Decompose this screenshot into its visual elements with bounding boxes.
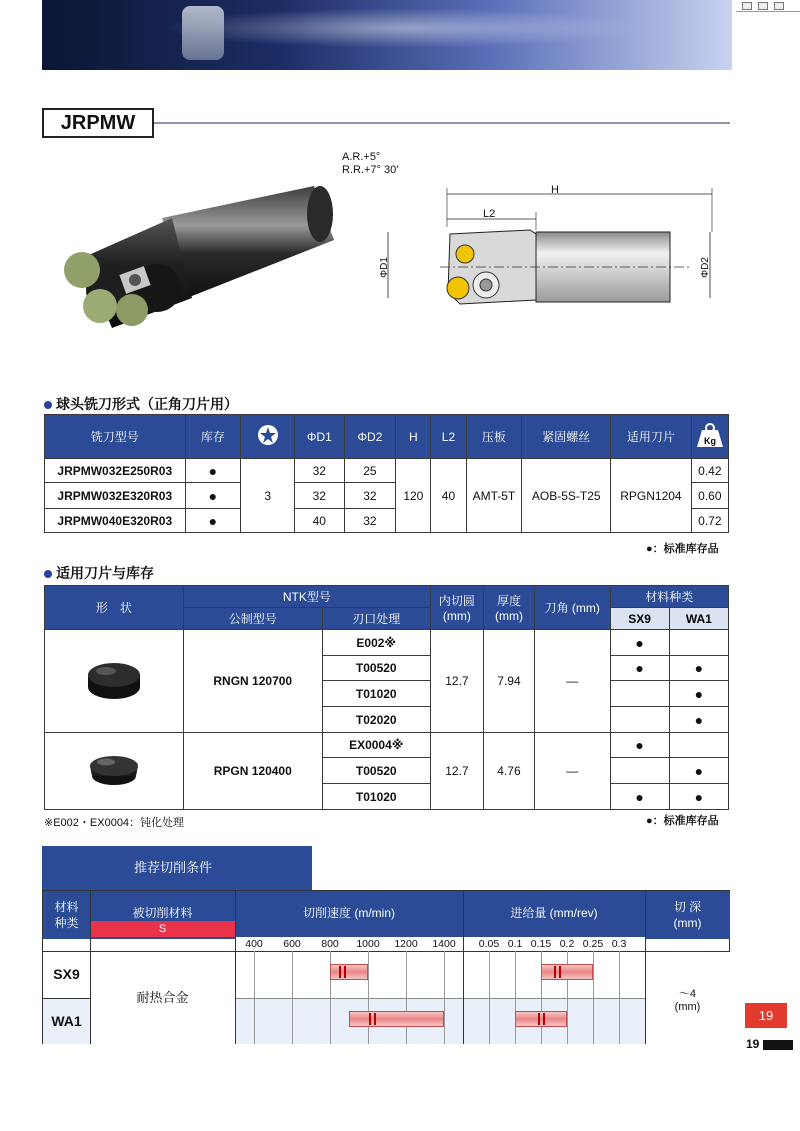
g1-wa1-2: ● bbox=[669, 656, 728, 681]
teeth-icon bbox=[257, 424, 279, 446]
l2-value: 40 bbox=[431, 459, 466, 533]
round-insert-image bbox=[84, 657, 144, 703]
col-clamp: 压板 bbox=[466, 415, 522, 459]
g2-thick: 4.76 bbox=[483, 733, 534, 810]
speed-tick-label: 1200 bbox=[394, 938, 418, 950]
feed-gridline bbox=[593, 951, 594, 1044]
row2-d2: 32 bbox=[344, 483, 396, 509]
speed-rec-mark bbox=[344, 966, 346, 978]
screw-value: AOB-5S-T25 bbox=[522, 459, 611, 533]
row2-model: JRPMW032E320R03 bbox=[45, 483, 186, 509]
bullet-dot bbox=[44, 401, 52, 409]
header-banner bbox=[42, 0, 732, 70]
dim-d2-label: ΦD2 bbox=[699, 257, 711, 278]
g1-edge-1: E002※ bbox=[322, 630, 430, 656]
cc-col-work-label: 被切削材料 bbox=[132, 906, 193, 920]
dimension-drawing bbox=[380, 182, 720, 312]
feed-rec-mark bbox=[543, 1013, 545, 1025]
col-thickness: 厚度 (mm) bbox=[483, 586, 534, 630]
col-shape: 形 状 bbox=[45, 586, 184, 630]
banner-tool-image bbox=[182, 6, 224, 60]
col-insert: 适用刀片 bbox=[611, 415, 692, 459]
speed-bar-sx9 bbox=[330, 964, 368, 980]
insert-footnote: ※E002・EX0004：钝化处理 bbox=[44, 817, 185, 829]
col-weight bbox=[691, 415, 728, 459]
g1-thick: 7.94 bbox=[483, 630, 534, 733]
clamp-value: AMT-5T bbox=[466, 459, 522, 533]
feed-gridline bbox=[515, 951, 516, 1044]
g1-wa1-4: ● bbox=[669, 707, 728, 733]
cc-divider bbox=[645, 891, 646, 1044]
corner-square bbox=[742, 2, 752, 10]
insert-value: RPGN1204 bbox=[611, 459, 692, 533]
g2-sx9-1: ● bbox=[610, 733, 669, 758]
cc-col-feed: 进给量 (mm/rev) bbox=[463, 891, 645, 939]
banner-swoosh bbox=[162, 8, 642, 48]
corner-square bbox=[758, 2, 768, 10]
g1-edge-2: T00520 bbox=[322, 656, 430, 681]
col-teeth bbox=[241, 415, 295, 459]
section2-note: ●：标准库存品 bbox=[646, 815, 719, 827]
feed-tick-label: 0.25 bbox=[582, 938, 604, 950]
cc-work-code: S bbox=[90, 921, 235, 937]
page-number-block bbox=[763, 1040, 793, 1050]
col-h: H bbox=[396, 415, 431, 459]
g1-wa1-3: ● bbox=[669, 681, 728, 707]
cc-divider bbox=[43, 951, 730, 952]
g2-wa1-2: ● bbox=[669, 758, 728, 784]
g1-edge-4: T02020 bbox=[322, 707, 430, 733]
g1-edge-3: T01020 bbox=[322, 681, 430, 707]
section1-title: 球头铣刀形式（正角刀片用） bbox=[56, 396, 238, 412]
dim-h-label: H bbox=[551, 184, 559, 196]
g1-circle: 12.7 bbox=[430, 630, 483, 733]
cutter-table bbox=[44, 414, 729, 533]
g2-edge-2: T00520 bbox=[322, 758, 430, 784]
speed-gridline bbox=[292, 951, 293, 1044]
cc-divider bbox=[235, 998, 645, 999]
speed-gridline bbox=[254, 951, 255, 1044]
title-rule bbox=[154, 122, 730, 124]
corner-square bbox=[774, 2, 784, 10]
section1-note: ●：标准库存品 bbox=[646, 543, 719, 555]
bullet-dot bbox=[44, 570, 52, 578]
g1-sx9-2: ● bbox=[610, 656, 669, 681]
row3-d1: 40 bbox=[295, 509, 345, 533]
row2-d1: 32 bbox=[295, 483, 345, 509]
feed-gridline bbox=[489, 951, 490, 1044]
rpgn-model: RPGN 120400 bbox=[183, 733, 322, 810]
g1-sx9-1: ● bbox=[610, 630, 669, 656]
row3-kg: 0.72 bbox=[691, 509, 728, 533]
speed-bar-wa1 bbox=[349, 1011, 444, 1027]
g2-edge-3: T01020 bbox=[322, 784, 430, 810]
cc-col-depth: 切 深 (mm) bbox=[645, 891, 730, 939]
h-value: 120 bbox=[396, 459, 431, 533]
col-l2: L2 bbox=[431, 415, 466, 459]
feed-tick-label: 0.05 bbox=[478, 938, 500, 950]
col-material: 材料种类 bbox=[610, 586, 729, 608]
row3-model: JRPMW040E320R03 bbox=[45, 509, 186, 533]
dim-d1-label: ΦD1 bbox=[378, 257, 390, 278]
radial-rake: R.R.+7° 30' bbox=[342, 164, 399, 176]
feed-tick-label: 0.1 bbox=[507, 938, 523, 950]
cc-divider bbox=[90, 891, 91, 1044]
speed-tick-label: 400 bbox=[245, 938, 263, 950]
feed-bar-wa1 bbox=[515, 1011, 567, 1027]
section2-heading bbox=[44, 563, 154, 583]
section2-title: 适用刀片与库存 bbox=[56, 565, 154, 581]
weight-icon-label: Kg bbox=[703, 436, 716, 446]
row1-d1: 32 bbox=[295, 459, 345, 483]
row2-stock: ● bbox=[185, 483, 241, 509]
feed-tick-label: 0.3 bbox=[611, 938, 627, 950]
cc-divider bbox=[43, 998, 90, 999]
speed-rec-mark bbox=[374, 1013, 376, 1025]
speed-rec-mark bbox=[339, 966, 341, 978]
col-std: 公制型号 bbox=[183, 608, 322, 630]
model-title: JRPMW bbox=[42, 108, 154, 138]
rake-angles bbox=[342, 151, 398, 177]
row1-stock: ● bbox=[185, 459, 241, 483]
speed-tick-label: 1400 bbox=[432, 938, 456, 950]
col-screw: 紧固螺丝 bbox=[522, 415, 611, 459]
row3-d2: 32 bbox=[344, 509, 396, 533]
cc-grade-sx9: SX9 bbox=[53, 966, 80, 982]
col-wa1: WA1 bbox=[669, 608, 728, 630]
g2-angle: — bbox=[534, 733, 610, 810]
g1-angle: — bbox=[534, 630, 610, 733]
row1-d2: 25 bbox=[344, 459, 396, 483]
cc-depth-value: ～4 bbox=[678, 988, 697, 1000]
col-corner: 刀角 (mm) bbox=[534, 586, 610, 630]
feed-gridline bbox=[619, 951, 620, 1044]
speed-tick-label: 1000 bbox=[356, 938, 380, 950]
feed-rec-mark bbox=[559, 966, 561, 978]
weight-icon bbox=[696, 422, 724, 448]
cutting-conditions-tab: 推荐切削条件 bbox=[42, 846, 312, 890]
positive-insert-image bbox=[84, 750, 144, 790]
cc-depth-unit: (mm) bbox=[674, 1001, 701, 1013]
col-sx9: SX9 bbox=[610, 608, 669, 630]
col-edge: 刃口处理 bbox=[322, 608, 430, 630]
shape-rpgn bbox=[45, 733, 184, 810]
feed-bar-sx9 bbox=[541, 964, 593, 980]
row1-model: JRPMW032E250R03 bbox=[45, 459, 186, 483]
cc-divider bbox=[235, 891, 236, 1044]
col-d2: ΦD2 bbox=[344, 415, 396, 459]
col-model: 铣刀型号 bbox=[45, 415, 186, 459]
page-number bbox=[746, 1037, 793, 1051]
axial-rake: A.R.+5° bbox=[342, 151, 381, 163]
rngn-model: RNGN 120700 bbox=[183, 630, 322, 733]
cc-depth bbox=[645, 951, 730, 1044]
dim-l2-label: L2 bbox=[483, 208, 496, 220]
feed-tick-label: 0.2 bbox=[559, 938, 575, 950]
cutting-conditions-chart bbox=[42, 890, 730, 1044]
speed-tick-label: 800 bbox=[321, 938, 339, 950]
g1-sx9-3 bbox=[610, 681, 669, 707]
col-ntk: NTK型号 bbox=[183, 586, 430, 608]
row2-kg: 0.60 bbox=[691, 483, 728, 509]
g2-circle: 12.7 bbox=[430, 733, 483, 810]
shape-rngn bbox=[45, 630, 184, 733]
g1-wa1-1 bbox=[669, 630, 728, 656]
col-circle: 内切圆 (mm) bbox=[430, 586, 483, 630]
col-d1: ΦD1 bbox=[295, 415, 345, 459]
g2-edge-1: EX0004※ bbox=[322, 733, 430, 758]
row1-kg: 0.42 bbox=[691, 459, 728, 483]
g1-sx9-4 bbox=[610, 707, 669, 733]
col-stock: 库存 bbox=[185, 415, 241, 459]
g2-sx9-3: ● bbox=[610, 784, 669, 810]
cc-divider bbox=[463, 891, 464, 1044]
speed-gridline bbox=[444, 951, 445, 1044]
cc-work-material: 耐热合金 bbox=[90, 951, 235, 1044]
insert-table bbox=[44, 585, 729, 810]
teeth-value: 3 bbox=[241, 459, 295, 533]
speed-gridline bbox=[368, 951, 369, 1044]
g2-wa1-3: ● bbox=[669, 784, 728, 810]
speed-gridline bbox=[406, 951, 407, 1044]
feed-rec-mark bbox=[538, 1013, 540, 1025]
speed-tick-label: 600 bbox=[283, 938, 301, 950]
corner-marks bbox=[736, 0, 800, 12]
page-number-text: 19 bbox=[746, 1037, 760, 1051]
cc-col-material: 材料 种类 bbox=[43, 891, 90, 939]
cc-col-speed: 切削速度 (m/min) bbox=[235, 891, 463, 939]
feed-tick-label: 0.15 bbox=[530, 938, 552, 950]
product-photo bbox=[52, 178, 337, 338]
feed-rec-mark bbox=[554, 966, 556, 978]
cc-grade-wa1: WA1 bbox=[51, 1013, 82, 1029]
speed-rec-mark bbox=[369, 1013, 371, 1025]
g2-wa1-1 bbox=[669, 733, 728, 758]
row3-stock: ● bbox=[185, 509, 241, 533]
section1-heading bbox=[44, 394, 238, 414]
g2-sx9-2 bbox=[610, 758, 669, 784]
page-badge: 19 bbox=[745, 1003, 787, 1028]
